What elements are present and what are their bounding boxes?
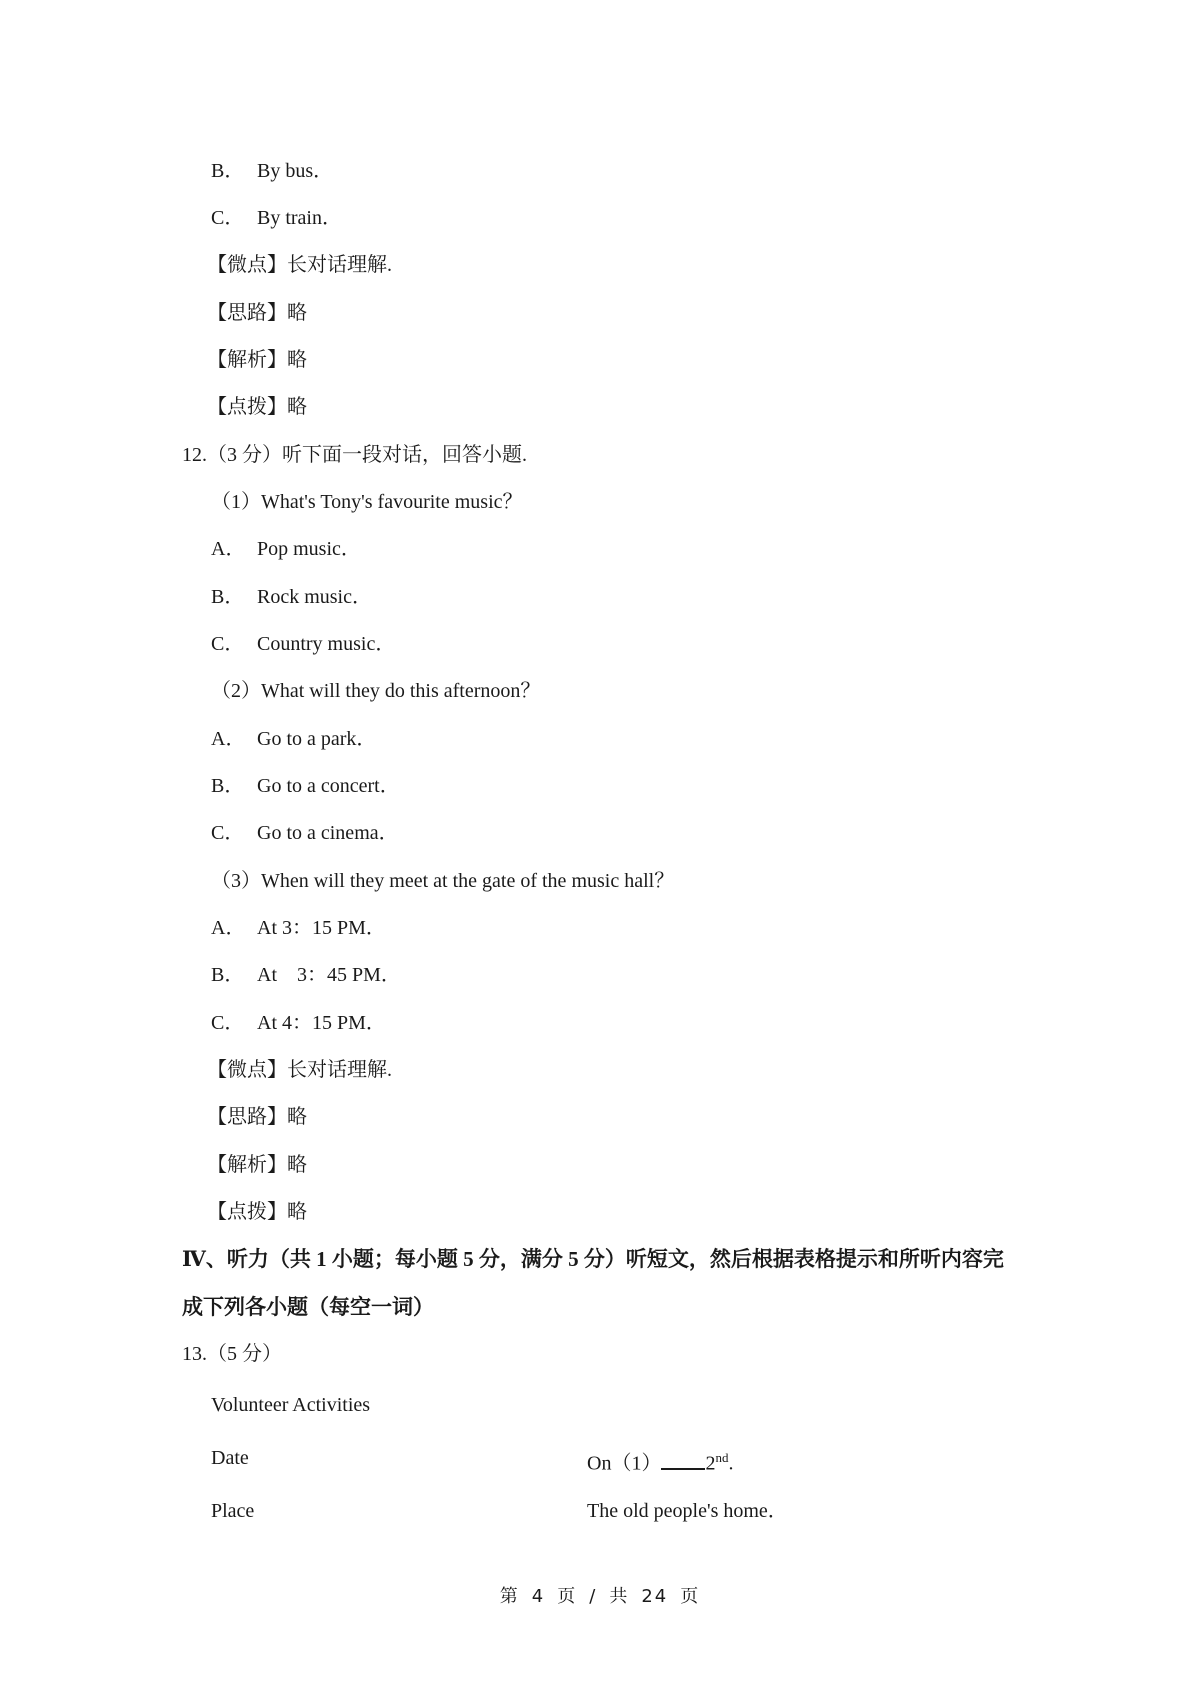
section-heading-line2: 成下列各小题（每空一词）: [182, 1295, 434, 1319]
note-jiexi: [207, 348, 307, 372]
footer-separator: /: [589, 1586, 598, 1607]
option-b: [211, 159, 333, 183]
option-letter: B．: [211, 964, 245, 986]
note-text: 略: [287, 349, 307, 371]
note-silu: [207, 301, 307, 325]
option-text: At 3：45 PM．: [257, 964, 401, 986]
note-text: 长对话理解.: [287, 254, 392, 276]
option-b: [211, 585, 372, 609]
note-silu: [207, 1105, 307, 1129]
option-letter: C．: [211, 822, 245, 844]
option-c: [211, 821, 399, 845]
note-text: 略: [287, 1106, 307, 1128]
option-text: Go to a cinema．: [257, 822, 399, 844]
option-a: [211, 537, 361, 561]
question-12-stem: 12.（3 分）听下面一段对话，回答小题.: [182, 444, 527, 466]
table-row-label-place: Place: [211, 1500, 255, 1522]
option-text: At 3：15 PM．: [257, 917, 386, 939]
note-label: 【微点】: [207, 254, 287, 276]
question-13-stem: 13.（5 分）: [182, 1343, 282, 1365]
option-text: Go to a concert．: [257, 775, 400, 797]
note-weidian: [207, 1058, 392, 1082]
option-letter: B．: [211, 160, 245, 182]
option-text: Country music．: [257, 633, 396, 655]
option-text: By bus．: [257, 160, 334, 182]
note-text: 略: [287, 1201, 307, 1223]
sub-question-1: （1）What's Tony's favourite music？: [211, 491, 523, 513]
option-letter: A．: [211, 538, 246, 560]
date-ordinal: nd: [715, 1450, 729, 1465]
date-end: .: [728, 1452, 734, 1475]
footer-page-num: 4: [531, 1586, 546, 1607]
note-label: 【微点】: [207, 1059, 287, 1081]
option-b: [211, 963, 401, 987]
table-row-label-date: Date: [211, 1447, 249, 1469]
note-label: 【解析】: [207, 349, 287, 371]
option-text: Go to a park．: [257, 728, 377, 750]
option-c: [211, 206, 342, 230]
option-c: [211, 1011, 386, 1035]
table-row-value-place: The old people's home．: [587, 1500, 788, 1522]
note-label: 【点拨】: [207, 396, 287, 418]
note-text: 略: [287, 302, 307, 324]
table-row-value-date: [587, 1446, 733, 1476]
option-letter: C．: [211, 633, 245, 655]
footer-total-unit: 页: [680, 1586, 701, 1607]
date-prefix: On（1）: [587, 1452, 662, 1475]
option-letter: A．: [211, 728, 246, 750]
option-text: Rock music．: [257, 586, 372, 608]
footer-total-num: 24: [641, 1586, 669, 1607]
page-footer: [0, 1582, 1200, 1608]
note-label: 【思路】: [207, 1106, 287, 1128]
sub-question-3: （3）When will they meet at the gate of the music hall？: [211, 870, 675, 892]
option-text: At 4：15 PM．: [257, 1012, 386, 1034]
date-day: 2: [705, 1452, 716, 1475]
option-a: [211, 916, 386, 940]
note-text: 略: [287, 1154, 307, 1176]
option-text: By train．: [257, 207, 342, 229]
option-a: [211, 727, 376, 751]
footer-total-label: 共: [609, 1586, 630, 1607]
table-title: Volunteer Activities: [211, 1394, 371, 1416]
answer-blank[interactable]: [661, 1450, 705, 1470]
option-letter: B．: [211, 775, 245, 797]
note-dianbo: [207, 395, 307, 419]
note-text: 长对话理解.: [287, 1059, 392, 1081]
note-dianbo: [207, 1200, 307, 1224]
footer-page-label: 第: [499, 1586, 520, 1607]
note-label: 【点拨】: [207, 1201, 287, 1223]
option-letter: A．: [211, 917, 246, 939]
footer-page-unit: 页: [557, 1586, 578, 1607]
option-c: [211, 632, 395, 656]
note-label: 【解析】: [207, 1154, 287, 1176]
option-text: Pop music．: [257, 538, 361, 560]
note-label: 【思路】: [207, 302, 287, 324]
note-weidian: [207, 253, 392, 277]
note-jiexi: [207, 1153, 307, 1177]
option-b: [211, 774, 400, 798]
option-letter: B．: [211, 586, 245, 608]
option-letter: C．: [211, 207, 245, 229]
sub-question-2: （2）What will they do this afternoon？: [211, 680, 541, 702]
note-text: 略: [287, 396, 307, 418]
section-heading-line1: Ⅳ、听力（共 1 小题；每小题 5 分，满分 5 分）听短文，然后根据表格提示和所听内容完: [182, 1247, 1004, 1271]
option-letter: C．: [211, 1012, 245, 1034]
